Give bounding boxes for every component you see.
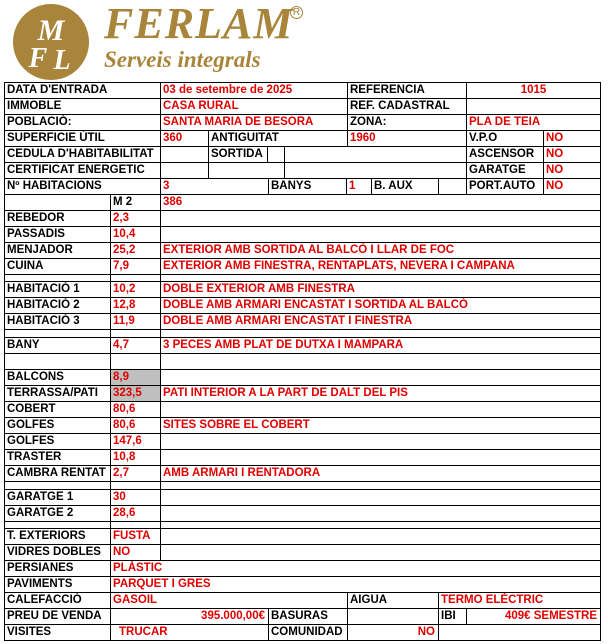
room-desc	[160, 433, 601, 450]
room-label: HABITACIÓ 1	[4, 281, 111, 298]
preu-label: PREU DE VENDA	[4, 608, 111, 625]
paviments-label: PAVIMENTS	[4, 576, 111, 593]
empty-cell	[160, 528, 601, 545]
calefaccio-value: GASOIL	[110, 592, 348, 609]
poblacio-value: SANTA MARIA DE BESORA	[160, 114, 348, 131]
banys-label: BANYS	[268, 178, 347, 195]
room-desc: 3 PECES AMB PLAT DE DUTXA I MAMPARA	[160, 337, 601, 354]
room-m2: 80,6	[110, 417, 161, 434]
room-desc	[160, 401, 601, 418]
room-desc: DOBLE AMB ARMARI ENCASTAT I FINESTRA	[160, 313, 601, 330]
room-m2: 10,8	[110, 449, 161, 466]
room-desc: EXTERIOR AMB SORTIDA AL BALCÒ I LLAR DE FOC	[160, 242, 601, 259]
room-label: COBERT	[4, 401, 111, 418]
room-label: BANY	[4, 337, 111, 354]
room-desc: EXTERIOR AMB FINESTRA, RENTAPLATS, NEVERA I CAMPANA	[160, 258, 601, 275]
poblacio-label: POBLACIÓ:	[4, 114, 161, 131]
habitacions-label: Nº HABITACIONS	[4, 178, 161, 195]
spacer-cell	[4, 353, 111, 370]
room-m2: 30	[110, 489, 161, 506]
spacer-cell	[160, 353, 601, 370]
room-desc: SITES SOBRE EL COBERT	[160, 417, 601, 434]
room-m2: 11,9	[110, 313, 161, 330]
room-label: GOLFES	[4, 433, 111, 450]
zona-value: PLA DE TEIA	[466, 114, 601, 131]
room-m2: 2,7	[110, 465, 161, 482]
brand-tagline: Serveis integrals	[104, 47, 261, 72]
basuras-value	[347, 608, 439, 625]
superficie-label: SUPERFICIE ÚTIL	[4, 130, 161, 147]
t-exteriors-value: FUSTA	[110, 528, 161, 545]
paviments-value: PARQUET I GRES	[110, 576, 601, 593]
visites-label: VISITES	[4, 624, 111, 641]
m2-total: 386	[160, 194, 601, 211]
antiguitat-value: 1960	[347, 130, 467, 147]
room-desc: PATI INTERIOR A LA PART DE DALT DEL PIS	[160, 385, 601, 402]
referencia-value: 1015	[466, 82, 601, 99]
spacer-cell	[110, 353, 161, 370]
svg-text:F: F	[28, 43, 48, 74]
empty-cell	[284, 146, 467, 163]
immoble-label: IMMOBLE	[4, 98, 161, 115]
room-desc: DOBLE AMB ARMARI ENCASTAT I SORTIDA AL BALCÓ	[160, 297, 601, 314]
empty-cell	[438, 624, 601, 641]
visites-value: TRUCAR	[110, 624, 269, 641]
zona-label: ZONA:	[347, 114, 467, 131]
ascensor-value: NO	[543, 146, 601, 163]
baux-label: B. AUX	[371, 178, 439, 195]
immoble-value: CASA RURAL	[160, 98, 348, 115]
room-m2: 10,2	[110, 281, 161, 298]
referencia-label: REFERENCIA	[347, 82, 467, 99]
svg-text:M: M	[37, 14, 65, 47]
cedula-value	[160, 146, 209, 163]
ascensor-label: ASCENSOR	[466, 146, 544, 163]
room-m2: 323,5	[110, 385, 161, 402]
ibi-label: IBI	[438, 608, 467, 625]
room-label: BALCONS	[4, 369, 111, 386]
vidres-label: VIDRES DOBLES	[4, 544, 111, 561]
brand-name: FERLAM	[104, 0, 294, 48]
ferlam-logo	[12, 3, 90, 81]
room-m2: 28,6	[110, 505, 161, 522]
room-label: CUINA	[4, 258, 111, 275]
room-m2: 8,9	[110, 369, 161, 386]
calefaccio-label: CALEFACCIÓ	[4, 592, 111, 609]
baux-value	[438, 178, 467, 195]
ibi-value: 409€ SEMESTRE	[466, 608, 601, 625]
garatge-value: NO	[543, 162, 601, 179]
vidres-value: NO	[110, 544, 161, 561]
room-label: TERRASSA/PATI	[4, 385, 111, 402]
room-m2: 4,7	[110, 337, 161, 354]
basuras-label: BASURAS	[268, 608, 348, 625]
svg-text:L: L	[53, 45, 71, 76]
ref-cadastral-value	[466, 98, 601, 115]
room-label: GARATGE 1	[4, 489, 111, 506]
room-desc	[160, 449, 601, 466]
room-label: HABITACIÓ 3	[4, 313, 111, 330]
vpo-label: V.P.O	[466, 130, 544, 147]
empty-cell	[284, 162, 467, 179]
empty-cell	[160, 544, 601, 561]
room-desc	[160, 505, 601, 522]
garatge-label: GARATGE	[466, 162, 544, 179]
data-entrada-label: DATA D'ENTRADA	[4, 82, 161, 99]
sortida-value	[267, 146, 285, 163]
room-desc: AMB ARMARI I RENTADORA	[160, 465, 601, 482]
room-label: TRASTER	[4, 449, 111, 466]
certificat-value	[160, 162, 209, 179]
room-m2: 25,2	[110, 242, 161, 259]
aigua-label: AIGUA	[347, 592, 439, 609]
cedula-label: CEDULA D'HABITABILITAT	[4, 146, 161, 163]
data-entrada-value: 03 de setembre de 2025	[160, 82, 348, 99]
room-m2: 7,9	[110, 258, 161, 275]
comunidad-value: NO	[347, 624, 439, 641]
room-m2: 147,6	[110, 433, 161, 450]
room-m2: 10,4	[110, 226, 161, 243]
room-desc	[160, 226, 601, 243]
m2-label: M 2	[110, 194, 161, 211]
room-label: MENJADOR	[4, 242, 111, 259]
antiguitat-label: ANTIGUITAT	[208, 130, 348, 147]
certificat-label: CERTIFICAT ENERGETIC	[4, 162, 161, 179]
preu-value: 395.000,00€	[110, 608, 269, 625]
portauto-label: PORT.AUTO	[466, 178, 544, 195]
vpo-value: NO	[543, 130, 601, 147]
aigua-value: TERMO ELÈCTRIC	[438, 592, 601, 609]
sortida-label: SORTIDA	[208, 146, 268, 163]
comunidad-label: COMUNIDAD	[268, 624, 348, 641]
portauto-value: NO	[543, 178, 601, 195]
room-m2: 12,8	[110, 297, 161, 314]
empty-cell	[208, 162, 285, 179]
room-label: GOLFES	[4, 417, 111, 434]
room-label: REBEDOR	[4, 210, 111, 227]
room-desc	[160, 210, 601, 227]
habitacions-value: 3	[160, 178, 269, 195]
room-desc	[160, 489, 601, 506]
room-m2: 2,3	[110, 210, 161, 227]
superficie-value: 360	[160, 130, 209, 147]
banys-value: 1	[346, 178, 372, 195]
t-exteriors-label: T. EXTERIORS	[4, 528, 111, 545]
ref-cadastral-label: REF. CADASTRAL	[347, 98, 467, 115]
registered-mark: R	[290, 6, 303, 19]
room-label: CAMBRA RENTAT	[4, 465, 111, 482]
room-label: PASSADIS	[4, 226, 111, 243]
room-desc: DOBLE EXTERIOR AMB FINESTRA	[160, 281, 601, 298]
room-label: GARATGE 2	[4, 505, 111, 522]
room-label: HABITACIÓ 2	[4, 297, 111, 314]
empty-cell	[4, 194, 111, 211]
persianes-value: PLÀSTIC	[110, 560, 601, 577]
persianes-label: PERSIANES	[4, 560, 111, 577]
room-m2: 80,6	[110, 401, 161, 418]
room-desc	[160, 369, 601, 386]
